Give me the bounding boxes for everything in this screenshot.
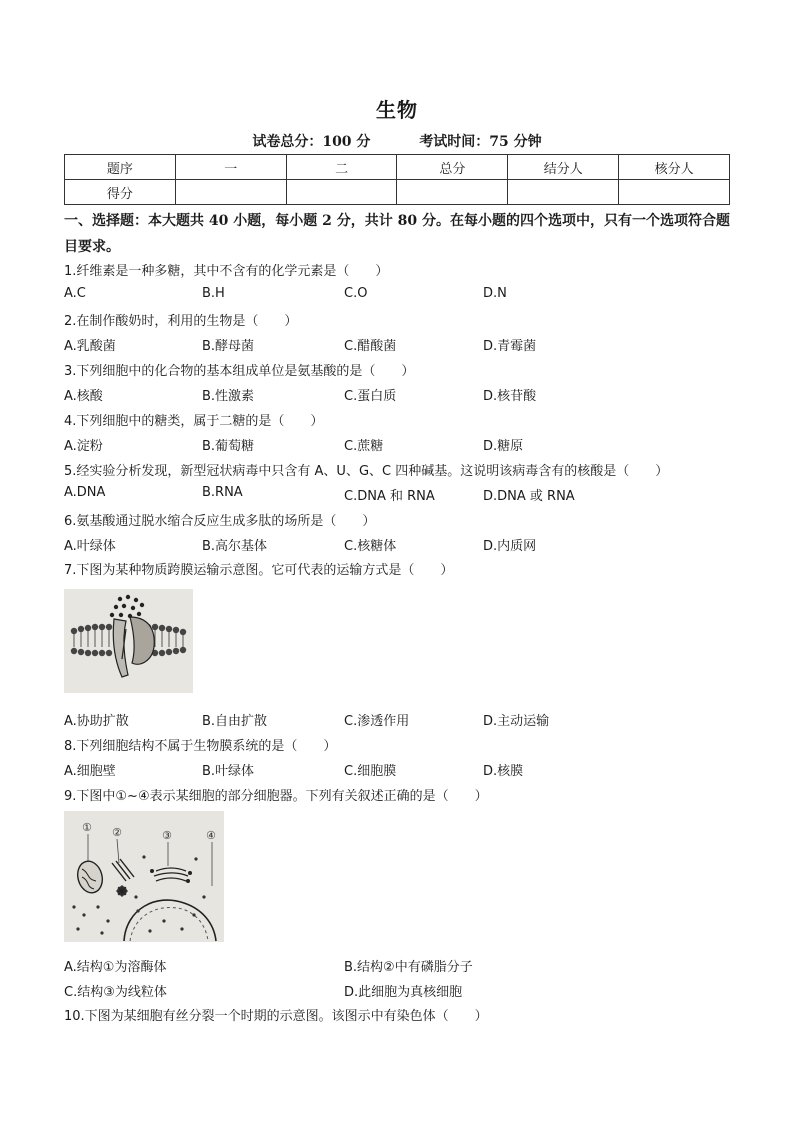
- option-c: C.O: [344, 286, 368, 301]
- question-stem: 7.下图为某种物质跨膜运输示意图。它可代表的运输方式是（ ）: [64, 563, 454, 578]
- option-a: A.DNA: [64, 485, 106, 500]
- option-a: A.协助扩散: [64, 714, 129, 729]
- score-cell: [175, 180, 286, 205]
- question-stem: 6.氨基酸通过脱水缩合反应生成多肽的场所是（ ）: [64, 514, 376, 529]
- question-options: [64, 435, 734, 453]
- option-b: B.葡萄糖: [202, 439, 255, 454]
- score-table-header-row: [65, 155, 730, 180]
- option-d: D.此细胞为真核细胞: [344, 985, 463, 1000]
- option-a: A.结构①为溶酶体: [64, 960, 167, 975]
- question-stem: 5.经实验分析发现，新型冠状病毒中只含有 A、U、G、C 四种碱基。这说明该病毒含有的核酸是（ ）: [64, 464, 669, 479]
- option-b: B.结构②中有磷脂分子: [344, 960, 473, 975]
- score-cell: 得分: [65, 180, 176, 205]
- question-stem: 8.下列细胞结构不属于生物膜系统的是（ ）: [64, 739, 337, 754]
- section-heading: 一、选择题：本大题共 40 小题，每小题 2 分，共计 80 分。在每小题的四个选项中，只有一个选项符合题目要求。: [64, 213, 730, 255]
- option-d: D.DNA 或 RNA: [483, 489, 575, 504]
- option-a: A.叶绿体: [64, 539, 116, 554]
- question-options: [64, 385, 734, 403]
- total-score-text: 试卷总分：100 分: [252, 134, 371, 150]
- option-b: B.性激素: [202, 389, 255, 404]
- option-c: C.渗透作用: [344, 714, 410, 729]
- exam-time-text: 考试时间：75 分钟: [419, 134, 542, 150]
- exam-info: [0, 131, 794, 151]
- option-a: A.细胞壁: [64, 764, 116, 779]
- score-cell: 一: [175, 155, 286, 180]
- figure-label-1: ①: [82, 821, 92, 834]
- option-b: B.酵母菌: [202, 339, 255, 354]
- option-a: A.C: [64, 286, 86, 301]
- option-b: B.自由扩散: [202, 714, 268, 729]
- option-b: B.RNA: [202, 485, 243, 500]
- option-c: C.蛋白质: [344, 389, 397, 404]
- score-cell: 题序: [65, 155, 176, 180]
- option-c: C.蔗糖: [344, 439, 384, 454]
- score-cell: [508, 180, 619, 205]
- option-c: C.细胞膜: [344, 764, 397, 779]
- organelle-diagram: [64, 811, 224, 942]
- option-b: B.叶绿体: [202, 764, 255, 779]
- option-a: A.乳酸菌: [64, 339, 116, 354]
- figure-label-4: ④: [206, 829, 216, 842]
- score-cell: [286, 180, 397, 205]
- option-c: C.核糖体: [344, 539, 397, 554]
- membrane-transport-figure: [64, 589, 193, 693]
- option-a: A.淀粉: [64, 439, 103, 454]
- option-c: C.DNA 和 RNA: [344, 489, 435, 504]
- score-table-score-row: [65, 180, 730, 205]
- membrane-transport-diagram: [64, 589, 193, 693]
- question-stem: 3.下列细胞中的化合物的基本组成单位是氨基酸的是（ ）: [64, 364, 415, 379]
- option-d: D.青霉菌: [483, 339, 537, 354]
- option-a: A.核酸: [64, 389, 103, 404]
- question-options: [64, 760, 734, 778]
- question-options: [64, 956, 734, 974]
- question-options: [64, 535, 734, 553]
- figure-label-2: ②: [112, 826, 122, 839]
- option-c: C.结构③为线粒体: [64, 985, 167, 1000]
- question-stem: 1.纤维素是一种多糖，其中不含有的化学元素是（ ）: [64, 264, 389, 279]
- score-table: [64, 154, 730, 205]
- option-b: B.H: [202, 286, 225, 301]
- score-cell: [619, 180, 730, 205]
- option-d: D.N: [483, 286, 507, 301]
- question-options: [64, 335, 734, 353]
- option-b: B.高尔基体: [202, 539, 268, 554]
- option-d: D.主动运输: [483, 714, 550, 729]
- score-cell: 二: [286, 155, 397, 180]
- question-stem: 2.在制作酸奶时，利用的生物是（ ）: [64, 314, 298, 329]
- question-stem: 4.下列细胞中的糖类，属于二糖的是（ ）: [64, 414, 324, 429]
- question-options: [64, 710, 734, 728]
- option-d: D.核膜: [483, 764, 524, 779]
- option-d: D.糖原: [483, 439, 524, 454]
- question-stem: 9.下图中①~④表示某细胞的部分细胞器。下列有关叙述正确的是（ ）: [64, 789, 488, 804]
- score-cell: 总分: [397, 155, 508, 180]
- question-options: [64, 981, 734, 999]
- figure-label-3: ③: [162, 829, 172, 842]
- question-options: [64, 286, 734, 304]
- organelle-figure: [64, 811, 224, 942]
- score-cell: [397, 180, 508, 205]
- question-options: [64, 485, 734, 503]
- score-cell: 核分人: [619, 155, 730, 180]
- score-cell: 结分人: [508, 155, 619, 180]
- question-stem: 10.下图为某细胞有丝分裂一个时期的示意图。该图示中有染色体（ ）: [64, 1009, 488, 1024]
- page-title: 生物: [376, 98, 418, 122]
- option-d: D.内质网: [483, 539, 537, 554]
- option-c: C.醋酸菌: [344, 339, 397, 354]
- option-d: D.核苷酸: [483, 389, 537, 404]
